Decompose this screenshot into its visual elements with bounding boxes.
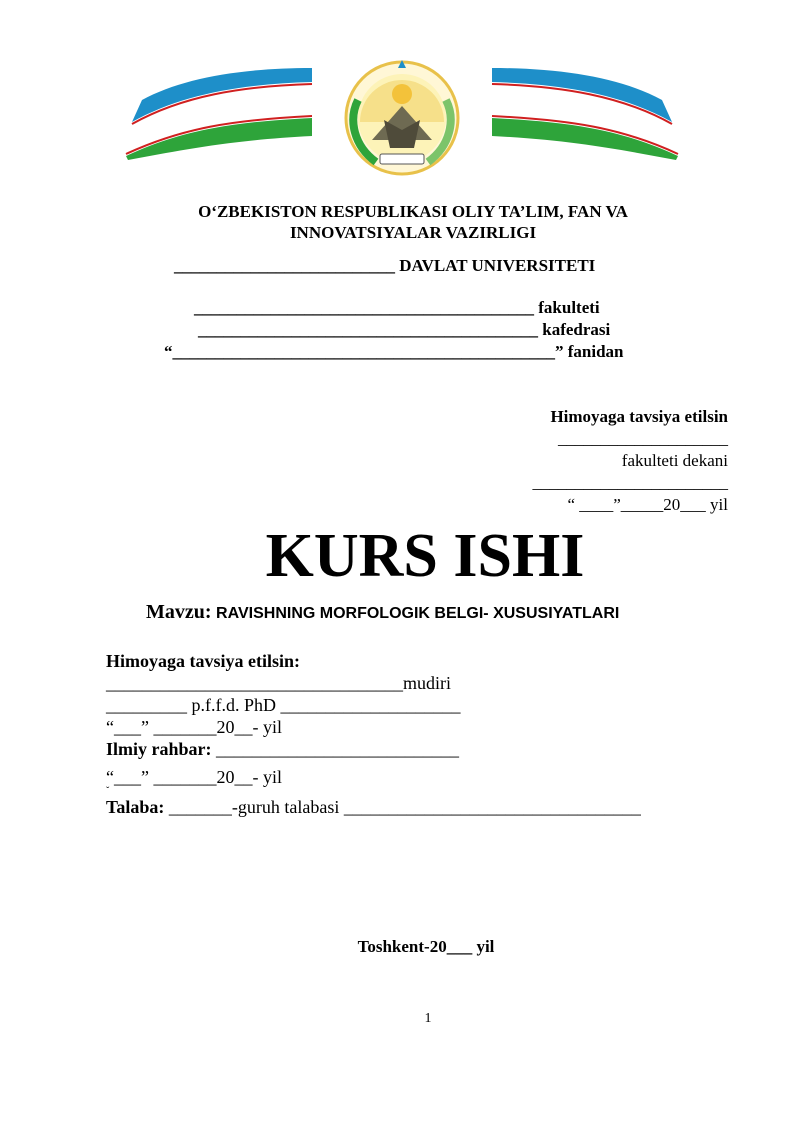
supervisor-line xyxy=(106,739,459,760)
topic-value: RAVISHNING MORFOLOGIK BELGI- XUSUSIYATLARI xyxy=(216,605,620,622)
approval-date-top: “ ____”_____20___ yil xyxy=(567,495,728,514)
topic-label: Mavzu: xyxy=(146,601,212,623)
supervisor-signature: ___________________________ xyxy=(211,739,459,759)
student-label: Talaba: xyxy=(106,797,165,817)
small-mark: ˇ xyxy=(106,786,110,797)
ministry-name-line-2: INNOVATSIYALAR VAZIRLIGI xyxy=(289,223,537,242)
city-year: Toshkent-20___ yil xyxy=(357,937,495,956)
subject-line: “_____________________________________________” fanidan xyxy=(164,342,624,361)
head-of-department-line: _________________________________mudiri xyxy=(106,673,451,693)
dean-signature-line: _______________________ xyxy=(532,473,728,492)
student-line xyxy=(106,797,641,818)
approval-date-2: “___” _______20__- yil xyxy=(106,767,282,787)
approval-signature-line-top: ____________________ xyxy=(558,429,728,448)
approval-heading-top: Himoyaga tavsiya etilsin xyxy=(550,407,728,426)
uzbekistan-emblem-banner xyxy=(122,60,682,178)
page-number: 1 xyxy=(424,1011,432,1026)
phd-line: _________ p.f.f.d. PhD ____________________ xyxy=(106,695,461,715)
document-title: KURS ISHI xyxy=(265,522,585,590)
dean-label: fakulteti dekani xyxy=(621,451,728,470)
approval-date-1: “___” _______20__- yil xyxy=(106,717,282,737)
supervisor-label: Ilmiy rahbar: xyxy=(106,739,212,759)
approval-heading-bottom: Himoyaga tavsiya etilsin: xyxy=(106,651,300,671)
student-group-line: _______-guruh talabasi _________________________________ xyxy=(164,797,641,817)
department-line: ________________________________________ kafedrasi xyxy=(198,320,611,339)
faculty-line: ________________________________________ fakulteti xyxy=(194,298,600,317)
topic-line xyxy=(146,601,619,624)
university-line: __________________________ DAVLAT UNIVERSITETI xyxy=(174,256,596,275)
ministry-name-line-1: O‘ZBEKISTON RESPUBLIKASI OLIY TA’LIM, FAN VA xyxy=(198,202,628,221)
